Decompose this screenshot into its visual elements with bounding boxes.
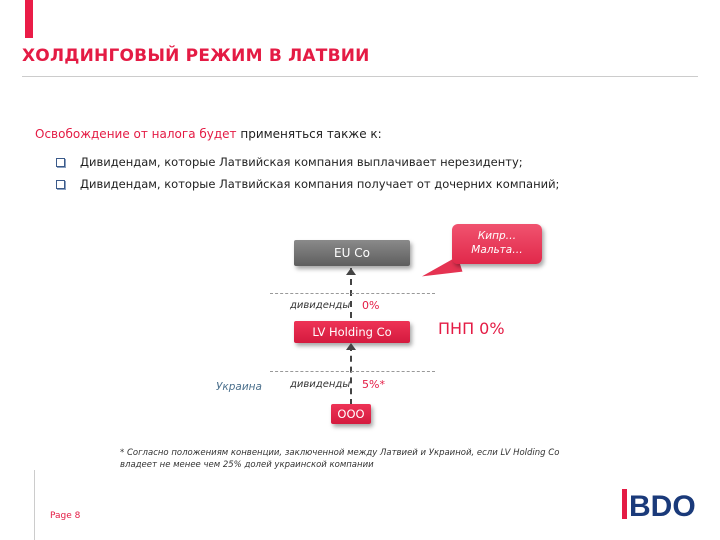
bullet-item-2 [56,177,559,191]
dashed-divider-1 [270,293,435,294]
dividends-label-2: дивиденды [290,379,351,390]
bullet-item-1 [56,155,523,169]
intro-highlight: Освобождение от налога будет [35,127,237,141]
country-label: Украина [216,381,262,393]
footnote: * Согласно положениям конвенции, заключенной между Латвией и Украиной, если LV Holding Co владеет не менее чем 25% долей украинской компании [120,448,560,470]
header-accent-bar [25,0,33,38]
callout-line-1: Кипр… [477,230,517,242]
intro-text [35,127,382,141]
arrow-up-icon [346,268,356,275]
title-divider [22,76,698,77]
dividends-label-1: дивиденды [290,300,351,311]
lv-holding-box: LV Holding Co [294,321,410,343]
checkbox-bullet-icon [56,158,65,167]
rate-label-2: 5%* [362,378,385,391]
intro-rest: применяться также к: [236,127,382,141]
flow-line-bottom [350,345,352,405]
ooo-box: ООО [331,404,371,424]
rate-label-1: 0% [362,299,380,312]
eu-co-box: EU Co [294,240,410,266]
page-number: Page 8 [50,511,81,521]
pnp-rate-label: ПНП 0% [438,319,505,338]
checkbox-bullet-icon [56,180,65,189]
logo-accent-bar [622,489,627,519]
footer-divider [34,470,35,540]
callout-line-2: Мальта… [471,244,523,256]
page-title: ХОЛДИНГОВЫЙ РЕЖИМ В ЛАТВИИ [22,46,370,66]
logo-text: BDO [629,490,696,521]
arrow-up-icon [346,343,356,350]
dashed-divider-2 [270,371,435,372]
callout-bubble [452,224,542,264]
bullet-text: Дивидендам, которые Латвийская компания выплачивает нерезиденту; [80,155,523,169]
bdo-logo [622,487,700,521]
bullet-text: Дивидендам, которые Латвийская компания получает от дочерних компаний; [80,177,560,191]
